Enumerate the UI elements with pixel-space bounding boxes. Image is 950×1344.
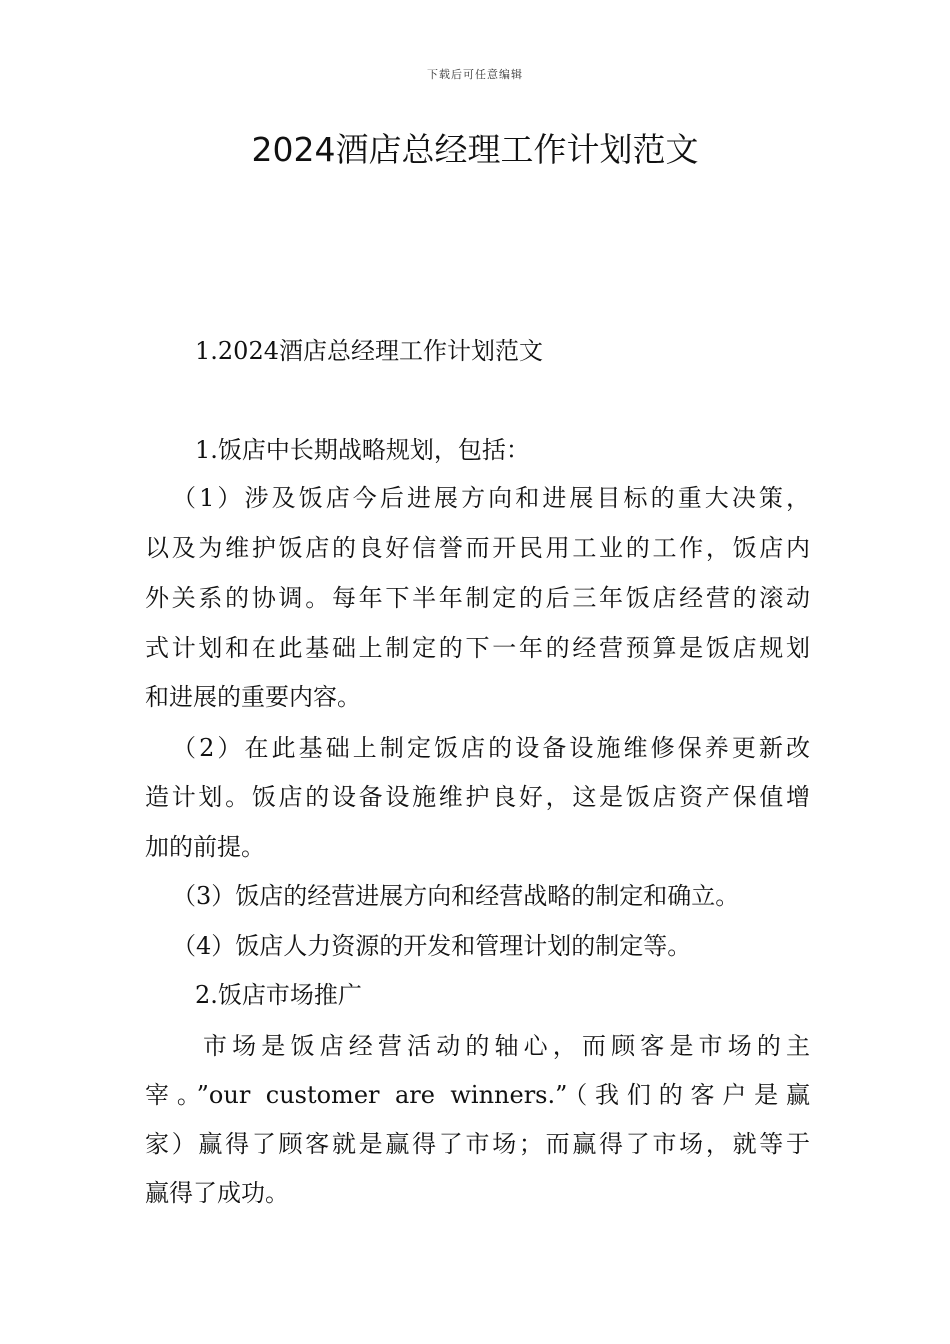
paragraph-1-line-3: 外关系的协调。每年下半年制定的后三年饭店经营的滚动 [145,584,810,612]
item1-heading: 1.饭店中长期战略规划，包括： [195,436,530,464]
paragraph-1-line-5: 和进展的重要内容。 [145,683,361,711]
paragraph-5-line-4: 赢得了成功。 [145,1179,289,1207]
paragraph-1-line-4: 式计划和在此基础上制定的下一年的经营预算是饭店规划 [145,634,810,662]
paragraph-2-line-3: 加的前提。 [145,833,265,861]
paragraph-5-line-1: 市场是饭店经营活动的轴心，而顾客是市场的主 [203,1032,810,1060]
section-heading: 1.2024酒店总经理工作计划范文 [195,337,543,365]
header-note: 下载后可任意编辑 [427,68,523,81]
paragraph-4: （4）饭店人力资源的开发和管理计划的制定等。 [172,932,692,960]
item2-heading: 2.饭店市场推广 [195,981,362,1009]
paragraph-5-line-2: 宰。”our customer are winners.”（我们的客户是赢 [145,1081,810,1109]
paragraph-2-line-1: （2）在此基础上制定饭店的设备设施维修保养更新改 [172,734,810,762]
paragraph-3: （3）饭店的经营进展方向和经营战略的制定和确立。 [172,882,740,910]
paragraph-1-line-2: 以及为维护饭店的良好信誉而开民用工业的工作，饭店内 [145,534,810,562]
paragraph-1-line-1: （1）涉及饭店今后进展方向和进展目标的重大决策， [172,484,810,512]
paragraph-5-line-3: 家）赢得了顾客就是赢得了市场；而赢得了市场，就等于 [145,1130,810,1158]
paragraph-2-line-2: 造计划。饭店的设备设施维护良好，这是饭店资产保值增 [145,783,810,811]
document-title: 2024酒店总经理工作计划范文 [251,130,699,169]
